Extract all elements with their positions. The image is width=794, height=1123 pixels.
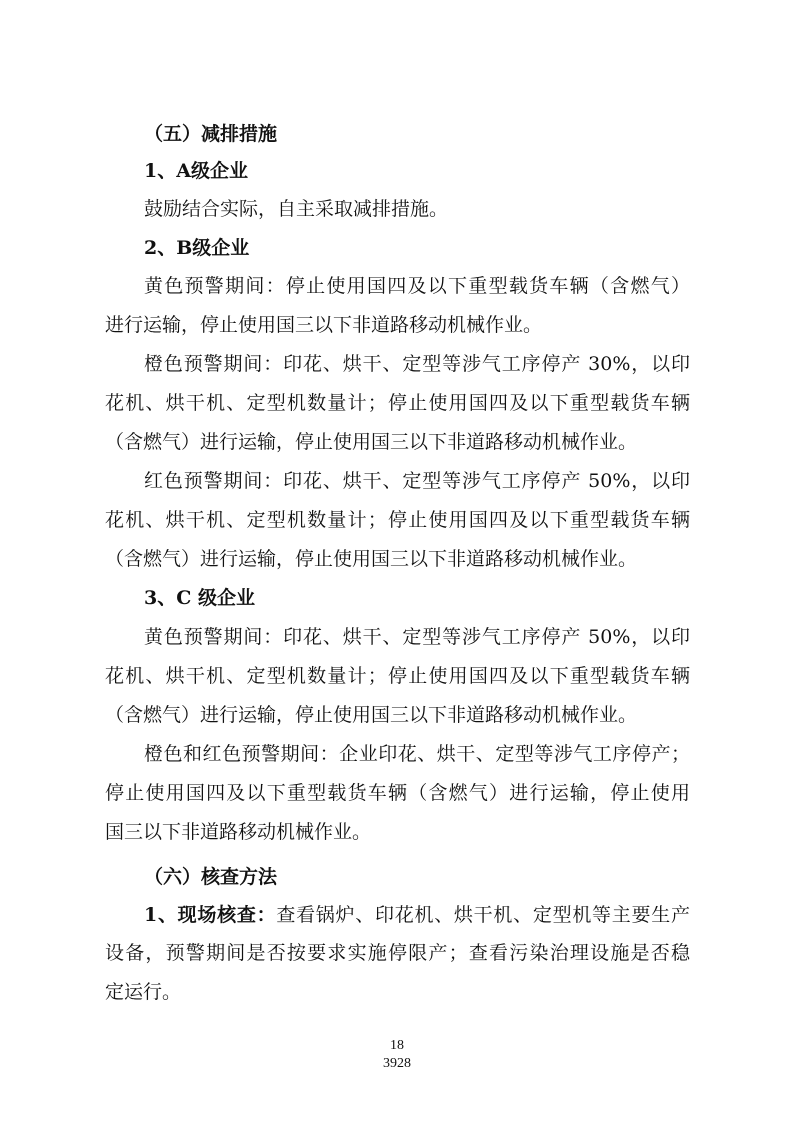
- paragraph-line: 花机、烘干机、定型机数量计；停止使用国四及以下重型载货车辆: [105, 392, 690, 414]
- paragraph-line: 花机、烘干机、定型机数量计；停止使用国四及以下重型载货车辆: [105, 665, 690, 687]
- total-page-number: 3928: [383, 1056, 411, 1071]
- section-heading: （五）减排措施: [144, 123, 278, 145]
- paragraph-line: 橙色和红色预警期间：企业印花、烘干、定型等涉气工序停产；: [144, 743, 690, 765]
- paragraph-line: 黄色预警期间：印花、烘干、定型等涉气工序停产 50%，以印: [144, 626, 690, 648]
- paragraph-line: 鼓励结合实际，自主采取减排措施。: [144, 198, 449, 220]
- subsection-title-b: 2、B级企业: [144, 237, 250, 259]
- paragraph-line: 设备，预警期间是否按要求实施停限产；查看污染治理设施是否稳: [105, 942, 690, 964]
- paragraph-line: （含燃气）进行运输，停止使用国三以下非道路移动机械作业。: [105, 704, 638, 726]
- paragraph-line: 进行运输，停止使用国三以下非道路移动机械作业。: [105, 314, 543, 336]
- paragraph-line: 红色预警期间：印花、烘干、定型等涉气工序停产 50%，以印: [144, 470, 690, 492]
- subsection-title-c: 3、C 级企业: [144, 587, 255, 609]
- page-number: 18: [390, 1038, 404, 1053]
- subsection-title-a: 1、A级企业: [144, 160, 248, 182]
- paragraph-line: 花机、烘干机、定型机数量计；停止使用国四及以下重型载货车辆: [105, 509, 690, 531]
- paragraph-line: 国三以下非道路移动机械作业。: [105, 821, 372, 843]
- section-heading: （六）核查方法: [144, 866, 278, 888]
- paragraph-line: 黄色预警期间：停止使用国四及以下重型载货车辆（含燃气）: [144, 275, 690, 297]
- paragraph-line: 橙色预警期间：印花、烘干、定型等涉气工序停产 30%，以印: [144, 353, 690, 375]
- paragraph-line: 定运行。: [105, 981, 182, 1003]
- paragraph-line: （含燃气）进行运输，停止使用国三以下非道路移动机械作业。: [105, 431, 638, 453]
- item-text: 查看锅炉、印花机、烘干机、定型机等主要生产: [276, 904, 690, 926]
- item-label: 1、现场核查：: [144, 904, 277, 926]
- paragraph-line: 停止使用国四及以下重型载货车辆（含燃气）进行运输，停止使用: [105, 782, 690, 804]
- paragraph-line: [0, 902, 794, 928]
- paragraph-line: （含燃气）进行运输，停止使用国三以下非道路移动机械作业。: [105, 548, 638, 570]
